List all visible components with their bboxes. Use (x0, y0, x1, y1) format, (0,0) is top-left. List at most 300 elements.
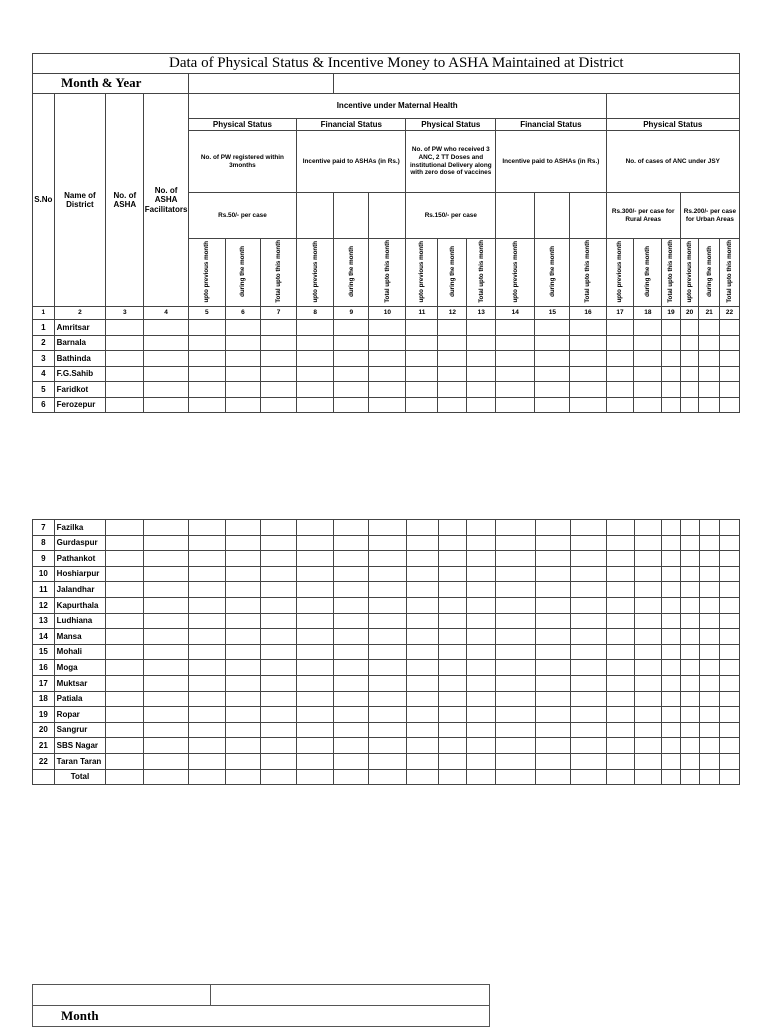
data-cell[interactable] (634, 335, 662, 351)
data-cell[interactable] (334, 675, 369, 691)
data-cell[interactable] (467, 582, 496, 598)
data-cell[interactable] (406, 753, 438, 769)
data-cell[interactable] (467, 397, 496, 413)
data-cell[interactable] (188, 675, 225, 691)
data-cell[interactable] (699, 691, 720, 707)
data-cell[interactable] (225, 675, 260, 691)
data-cell[interactable] (144, 707, 188, 723)
data-cell[interactable] (334, 535, 369, 551)
data-cell[interactable] (369, 644, 406, 660)
data-cell[interactable] (225, 753, 260, 769)
data-cell[interactable] (720, 351, 740, 367)
data-cell[interactable] (535, 629, 570, 645)
data-cell[interactable] (662, 320, 681, 336)
data-cell[interactable] (680, 320, 699, 336)
data-cell[interactable] (225, 707, 260, 723)
data-cell[interactable] (570, 582, 606, 598)
data-cell[interactable] (438, 397, 467, 413)
data-cell[interactable] (662, 629, 681, 645)
data-cell[interactable] (662, 722, 681, 738)
data-cell[interactable] (188, 535, 225, 551)
data-cell[interactable] (467, 722, 496, 738)
data-cell[interactable] (662, 535, 681, 551)
data-cell[interactable] (297, 520, 334, 536)
data-cell[interactable] (144, 738, 188, 754)
data-cell[interactable] (467, 613, 496, 629)
data-cell[interactable] (535, 397, 570, 413)
data-cell[interactable] (334, 753, 369, 769)
data-cell[interactable] (720, 551, 740, 567)
data-cell[interactable] (606, 551, 634, 567)
data-cell[interactable] (496, 613, 535, 629)
data-cell[interactable] (606, 566, 634, 582)
data-cell[interactable] (369, 597, 406, 613)
data-cell[interactable] (406, 382, 438, 398)
data-cell[interactable] (297, 722, 334, 738)
data-cell[interactable] (680, 397, 699, 413)
data-cell[interactable] (467, 675, 496, 691)
data-cell[interactable] (535, 707, 570, 723)
data-cell[interactable] (188, 566, 225, 582)
data-cell[interactable] (297, 660, 334, 676)
data-cell[interactable] (699, 707, 720, 723)
data-cell[interactable] (699, 597, 720, 613)
data-cell[interactable] (406, 351, 438, 367)
data-cell[interactable] (144, 351, 188, 367)
data-cell[interactable] (188, 707, 225, 723)
data-cell[interactable] (406, 707, 438, 723)
data-cell[interactable] (680, 520, 699, 536)
data-cell[interactable] (225, 691, 260, 707)
data-cell[interactable] (144, 613, 188, 629)
data-cell[interactable] (369, 722, 406, 738)
data-cell[interactable] (144, 769, 188, 785)
data-cell[interactable] (438, 722, 467, 738)
data-cell[interactable] (680, 566, 699, 582)
data-cell[interactable] (662, 753, 681, 769)
data-cell[interactable] (334, 366, 369, 382)
data-cell[interactable] (261, 738, 297, 754)
data-cell[interactable] (260, 351, 296, 367)
data-cell[interactable] (406, 335, 438, 351)
data-cell[interactable] (720, 320, 740, 336)
data-cell[interactable] (144, 520, 188, 536)
data-cell[interactable] (720, 366, 740, 382)
data-cell[interactable] (261, 722, 297, 738)
data-cell[interactable] (188, 320, 225, 336)
data-cell[interactable] (699, 675, 720, 691)
data-cell[interactable] (369, 675, 406, 691)
data-cell[interactable] (225, 320, 260, 336)
data-cell[interactable] (496, 535, 535, 551)
data-cell[interactable] (106, 351, 144, 367)
data-cell[interactable] (144, 397, 188, 413)
data-cell[interactable] (334, 629, 369, 645)
data-cell[interactable] (699, 397, 720, 413)
data-cell[interactable] (570, 351, 606, 367)
data-cell[interactable] (634, 566, 662, 582)
data-cell[interactable] (496, 644, 535, 660)
data-cell[interactable] (297, 366, 334, 382)
data-cell[interactable] (680, 335, 699, 351)
data-cell[interactable] (438, 382, 467, 398)
data-cell[interactable] (535, 644, 570, 660)
data-cell[interactable] (720, 582, 740, 598)
data-cell[interactable] (225, 366, 260, 382)
data-cell[interactable] (496, 738, 535, 754)
data-cell[interactable] (297, 397, 334, 413)
data-cell[interactable] (144, 597, 188, 613)
data-cell[interactable] (662, 597, 681, 613)
data-cell[interactable] (261, 535, 297, 551)
data-cell[interactable] (699, 382, 720, 398)
data-cell[interactable] (680, 769, 699, 785)
data-cell[interactable] (680, 738, 699, 754)
data-cell[interactable] (720, 644, 740, 660)
data-cell[interactable] (680, 629, 699, 645)
data-cell[interactable] (662, 691, 681, 707)
data-cell[interactable] (438, 675, 467, 691)
data-cell[interactable] (496, 629, 535, 645)
data-cell[interactable] (334, 320, 369, 336)
data-cell[interactable] (535, 769, 570, 785)
data-cell[interactable] (467, 366, 496, 382)
data-cell[interactable] (496, 351, 535, 367)
data-cell[interactable] (334, 644, 369, 660)
data-cell[interactable] (467, 707, 496, 723)
data-cell[interactable] (369, 366, 406, 382)
data-cell[interactable] (606, 382, 634, 398)
data-cell[interactable] (261, 582, 297, 598)
data-cell[interactable] (438, 597, 467, 613)
data-cell[interactable] (406, 551, 438, 567)
data-cell[interactable] (188, 644, 225, 660)
data-cell[interactable] (634, 382, 662, 398)
data-cell[interactable] (297, 335, 334, 351)
data-cell[interactable] (662, 675, 681, 691)
data-cell[interactable] (662, 738, 681, 754)
data-cell[interactable] (662, 566, 681, 582)
data-cell[interactable] (496, 691, 535, 707)
data-cell[interactable] (570, 644, 606, 660)
data-cell[interactable] (438, 535, 467, 551)
data-cell[interactable] (188, 769, 225, 785)
data-cell[interactable] (406, 397, 438, 413)
data-cell[interactable] (634, 629, 662, 645)
data-cell[interactable] (535, 535, 570, 551)
data-cell[interactable] (106, 335, 144, 351)
data-cell[interactable] (570, 535, 606, 551)
data-cell[interactable] (496, 582, 535, 598)
data-cell[interactable] (662, 660, 681, 676)
data-cell[interactable] (438, 351, 467, 367)
data-cell[interactable] (570, 320, 606, 336)
data-cell[interactable] (297, 738, 334, 754)
data-cell[interactable] (680, 551, 699, 567)
data-cell[interactable] (369, 738, 406, 754)
data-cell[interactable] (261, 753, 297, 769)
data-cell[interactable] (334, 738, 369, 754)
data-cell[interactable] (225, 551, 260, 567)
data-cell[interactable] (720, 753, 740, 769)
data-cell[interactable] (606, 707, 634, 723)
data-cell[interactable] (334, 382, 369, 398)
data-cell[interactable] (606, 660, 634, 676)
data-cell[interactable] (297, 675, 334, 691)
data-cell[interactable] (720, 707, 740, 723)
data-cell[interactable] (606, 335, 634, 351)
data-cell[interactable] (535, 382, 570, 398)
data-cell[interactable] (699, 629, 720, 645)
data-cell[interactable] (188, 629, 225, 645)
data-cell[interactable] (634, 675, 662, 691)
data-cell[interactable] (106, 707, 144, 723)
data-cell[interactable] (369, 566, 406, 582)
data-cell[interactable] (606, 520, 634, 536)
data-cell[interactable] (261, 660, 297, 676)
data-cell[interactable] (438, 660, 467, 676)
data-cell[interactable] (297, 753, 334, 769)
data-cell[interactable] (634, 351, 662, 367)
data-cell[interactable] (144, 675, 188, 691)
data-cell[interactable] (720, 535, 740, 551)
data-cell[interactable] (144, 753, 188, 769)
data-cell[interactable] (570, 675, 606, 691)
data-cell[interactable] (634, 535, 662, 551)
data-cell[interactable] (106, 722, 144, 738)
data-cell[interactable] (261, 613, 297, 629)
data-cell[interactable] (699, 644, 720, 660)
data-cell[interactable] (467, 660, 496, 676)
data-cell[interactable] (680, 691, 699, 707)
data-cell[interactable] (106, 566, 144, 582)
data-cell[interactable] (634, 769, 662, 785)
data-cell[interactable] (334, 335, 369, 351)
data-cell[interactable] (680, 382, 699, 398)
data-cell[interactable] (225, 738, 260, 754)
data-cell[interactable] (680, 722, 699, 738)
data-cell[interactable] (225, 660, 260, 676)
data-cell[interactable] (297, 613, 334, 629)
data-cell[interactable] (438, 707, 467, 723)
data-cell[interactable] (535, 335, 570, 351)
data-cell[interactable] (606, 769, 634, 785)
data-cell[interactable] (570, 566, 606, 582)
data-cell[interactable] (225, 351, 260, 367)
data-cell[interactable] (369, 520, 406, 536)
data-cell[interactable] (188, 351, 225, 367)
data-cell[interactable] (680, 660, 699, 676)
data-cell[interactable] (496, 320, 535, 336)
data-cell[interactable] (106, 738, 144, 754)
data-cell[interactable] (496, 366, 535, 382)
data-cell[interactable] (106, 382, 144, 398)
data-cell[interactable] (369, 351, 406, 367)
data-cell[interactable] (438, 644, 467, 660)
data-cell[interactable] (225, 644, 260, 660)
data-cell[interactable] (662, 707, 681, 723)
data-cell[interactable] (570, 629, 606, 645)
data-cell[interactable] (606, 582, 634, 598)
data-cell[interactable] (634, 520, 662, 536)
data-cell[interactable] (606, 629, 634, 645)
data-cell[interactable] (144, 660, 188, 676)
data-cell[interactable] (225, 335, 260, 351)
data-cell[interactable] (334, 520, 369, 536)
data-cell[interactable] (406, 582, 438, 598)
data-cell[interactable] (535, 520, 570, 536)
data-cell[interactable] (406, 566, 438, 582)
data-cell[interactable] (297, 382, 334, 398)
data-cell[interactable] (144, 335, 188, 351)
data-cell[interactable] (720, 520, 740, 536)
data-cell[interactable] (334, 397, 369, 413)
data-cell[interactable] (496, 675, 535, 691)
data-cell[interactable] (570, 597, 606, 613)
data-cell[interactable] (535, 366, 570, 382)
data-cell[interactable] (699, 535, 720, 551)
data-cell[interactable] (699, 366, 720, 382)
data-cell[interactable] (606, 644, 634, 660)
data-cell[interactable] (144, 629, 188, 645)
data-cell[interactable] (106, 551, 144, 567)
data-cell[interactable] (106, 644, 144, 660)
data-cell[interactable] (106, 597, 144, 613)
data-cell[interactable] (680, 582, 699, 598)
data-cell[interactable] (467, 520, 496, 536)
data-cell[interactable] (438, 738, 467, 754)
data-cell[interactable] (634, 597, 662, 613)
data-cell[interactable] (606, 675, 634, 691)
data-cell[interactable] (634, 722, 662, 738)
data-cell[interactable] (297, 535, 334, 551)
data-cell[interactable] (496, 335, 535, 351)
data-cell[interactable] (570, 366, 606, 382)
data-cell[interactable] (369, 335, 406, 351)
data-cell[interactable] (496, 520, 535, 536)
data-cell[interactable] (680, 366, 699, 382)
data-cell[interactable] (606, 753, 634, 769)
data-cell[interactable] (535, 675, 570, 691)
data-cell[interactable] (662, 582, 681, 598)
data-cell[interactable] (188, 691, 225, 707)
data-cell[interactable] (496, 753, 535, 769)
data-cell[interactable] (260, 397, 296, 413)
data-cell[interactable] (634, 397, 662, 413)
data-cell[interactable] (106, 397, 144, 413)
data-cell[interactable] (496, 660, 535, 676)
data-cell[interactable] (699, 566, 720, 582)
data-cell[interactable] (297, 320, 334, 336)
data-cell[interactable] (699, 753, 720, 769)
data-cell[interactable] (144, 691, 188, 707)
data-cell[interactable] (662, 351, 681, 367)
data-cell[interactable] (334, 660, 369, 676)
data-cell[interactable] (438, 629, 467, 645)
data-cell[interactable] (261, 675, 297, 691)
data-cell[interactable] (334, 707, 369, 723)
data-cell[interactable] (496, 382, 535, 398)
data-cell[interactable] (188, 582, 225, 598)
data-cell[interactable] (535, 597, 570, 613)
data-cell[interactable] (438, 769, 467, 785)
data-cell[interactable] (496, 397, 535, 413)
data-cell[interactable] (662, 335, 681, 351)
data-cell[interactable] (662, 769, 681, 785)
data-cell[interactable] (634, 707, 662, 723)
data-cell[interactable] (720, 629, 740, 645)
data-cell[interactable] (188, 520, 225, 536)
data-cell[interactable] (225, 397, 260, 413)
data-cell[interactable] (406, 769, 438, 785)
data-cell[interactable] (406, 520, 438, 536)
data-cell[interactable] (406, 644, 438, 660)
data-cell[interactable] (720, 566, 740, 582)
data-cell[interactable] (334, 613, 369, 629)
data-cell[interactable] (634, 753, 662, 769)
data-cell[interactable] (106, 629, 144, 645)
data-cell[interactable] (188, 397, 225, 413)
data-cell[interactable] (535, 351, 570, 367)
data-cell[interactable] (369, 769, 406, 785)
data-cell[interactable] (261, 520, 297, 536)
data-cell[interactable] (144, 644, 188, 660)
data-cell[interactable] (680, 753, 699, 769)
data-cell[interactable] (297, 691, 334, 707)
data-cell[interactable] (606, 722, 634, 738)
data-cell[interactable] (606, 535, 634, 551)
data-cell[interactable] (225, 566, 260, 582)
data-cell[interactable] (144, 535, 188, 551)
data-cell[interactable] (720, 722, 740, 738)
data-cell[interactable] (496, 551, 535, 567)
data-cell[interactable] (720, 335, 740, 351)
data-cell[interactable] (720, 613, 740, 629)
data-cell[interactable] (634, 366, 662, 382)
data-cell[interactable] (634, 613, 662, 629)
data-cell[interactable] (570, 660, 606, 676)
data-cell[interactable] (144, 382, 188, 398)
data-cell[interactable] (369, 753, 406, 769)
data-cell[interactable] (680, 675, 699, 691)
data-cell[interactable] (188, 753, 225, 769)
data-cell[interactable] (467, 551, 496, 567)
data-cell[interactable] (680, 644, 699, 660)
data-cell[interactable] (297, 707, 334, 723)
data-cell[interactable] (225, 382, 260, 398)
data-cell[interactable] (334, 582, 369, 598)
data-cell[interactable] (106, 520, 144, 536)
month-year-value[interactable] (188, 74, 333, 94)
data-cell[interactable] (720, 769, 740, 785)
data-cell[interactable] (606, 351, 634, 367)
data-cell[interactable] (467, 566, 496, 582)
data-cell[interactable] (699, 613, 720, 629)
data-cell[interactable] (188, 366, 225, 382)
data-cell[interactable] (634, 320, 662, 336)
data-cell[interactable] (699, 351, 720, 367)
data-cell[interactable] (606, 738, 634, 754)
data-cell[interactable] (720, 738, 740, 754)
data-cell[interactable] (144, 366, 188, 382)
data-cell[interactable] (260, 335, 296, 351)
data-cell[interactable] (467, 738, 496, 754)
data-cell[interactable] (261, 551, 297, 567)
data-cell[interactable] (570, 738, 606, 754)
data-cell[interactable] (634, 660, 662, 676)
data-cell[interactable] (188, 722, 225, 738)
data-cell[interactable] (496, 722, 535, 738)
